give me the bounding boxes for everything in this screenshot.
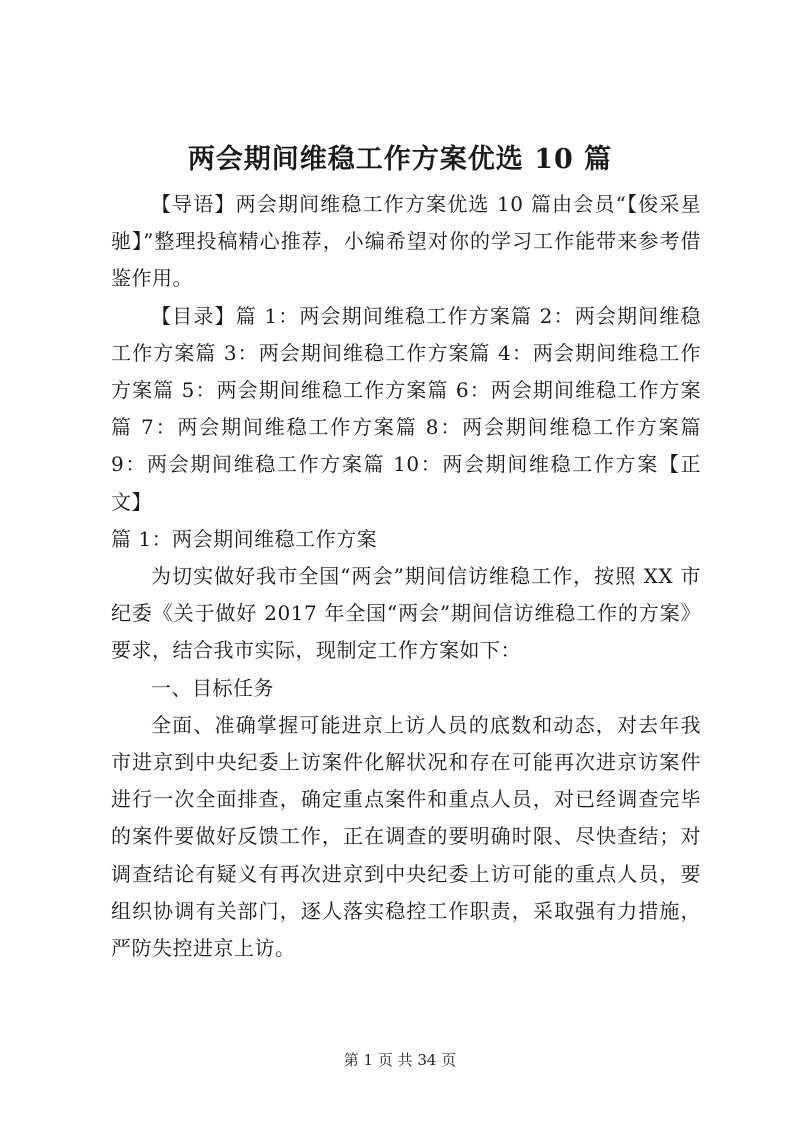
intro-paragraph: 【导语】两会期间维稳工作方案优选 10 篇由会员“【俊采星驰】”整理投稿精心推荐，小编希望对你的学习工作能带来参考借鉴作用。 (111, 192, 701, 291)
document-title: 两会期间维稳工作方案优选 10 篇 (187, 144, 613, 175)
table-of-contents-paragraph: 【目录】篇 1：两会期间维稳工作方案篇 2：两会期间维稳工作方案篇 3：两会期间维稳工作方案篇 4：两会期间维稳工作方案篇 5：两会期间维稳工作方案篇 6：两会期间维稳工作方案篇 7：两会期间维稳工作方案篇 8：两会期间维稳工作方案篇 9：两会期间维稳工作方案篇 10：两会期间维稳工作方案【正文】 (111, 303, 701, 514)
document-body (111, 186, 701, 967)
body-paragraph: 为切实做好我市全国“两会”期间信访维稳工作，按照 XX 市纪委《关于做好 2017 年全国“两会”期间信访维稳工作的方案》要求，结合我市实际，现制定工作方案如下： (111, 564, 701, 663)
body-paragraph: 全面、准确掌握可能进京上访人员的底数和动态，对去年我市进京到中央纪委上访案件化解状况和存在可能再次进京访案件进行一次全面排查，确定重点案件和重点人员，对已经调查完毕的案件要做好反馈工作，正在调查的要明确时限、尽快查结；对调查结论有疑义有再次进京到中央纪委上访可能的重点人员，要组织协调有关部门，逐人落实稳控工作职责，采取强有力措施，严防失控进京上访。 (111, 712, 701, 961)
subsection-heading: 一、目标任务 (151, 675, 274, 700)
page-number-footer: 第 1 页 共 34 页 (343, 1051, 457, 1069)
section-heading: 篇 1：两会期间维稳工作方案 (111, 526, 378, 551)
